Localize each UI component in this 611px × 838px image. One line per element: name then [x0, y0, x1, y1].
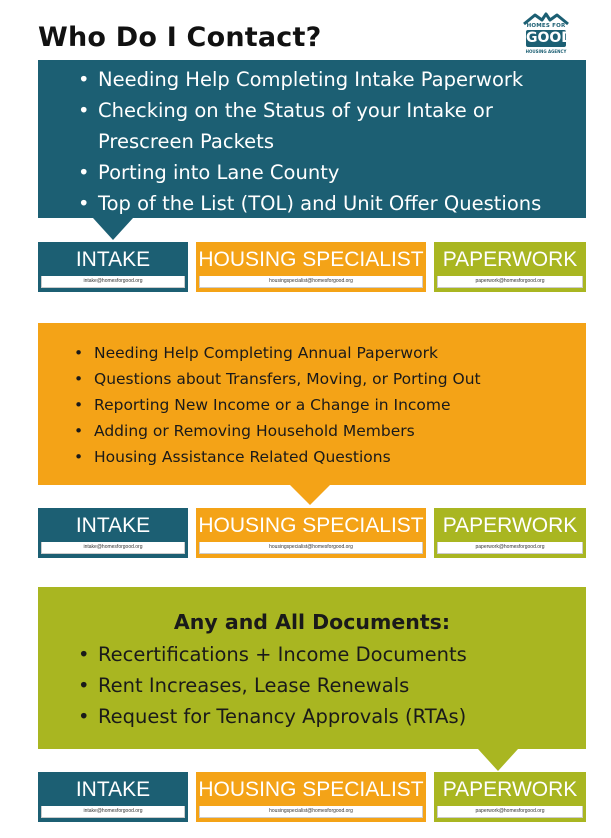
- list-item: • Needing Help Completing Annual Paperwork: [74, 340, 586, 366]
- intake-label: INTAKE: [38, 772, 188, 806]
- list-item: • Checking on the Status of your Intake or Prescreen Packets: [78, 95, 586, 157]
- intake-button[interactable]: [38, 772, 188, 822]
- housing-specialist-topics-panel: [38, 323, 586, 485]
- intake-button[interactable]: [38, 508, 188, 558]
- logo-line2: GOOD: [526, 30, 573, 46]
- housing-specialist-button[interactable]: [196, 772, 426, 822]
- intake-label: INTAKE: [38, 242, 188, 276]
- page-title: Who Do I Contact?: [38, 22, 322, 53]
- paperwork-email[interactable]: paperwork@homesforgood.org: [437, 276, 583, 288]
- intake-email[interactable]: intake@homesforgood.org: [41, 806, 185, 818]
- contact-row: [38, 772, 586, 822]
- intake-label: INTAKE: [38, 508, 188, 542]
- list-item: • Adding or Removing Household Members: [74, 418, 586, 444]
- list-item: • Recertifications + Income Documents: [78, 639, 586, 670]
- list-item: • Rent Increases, Lease Renewals: [78, 670, 586, 701]
- paperwork-button[interactable]: [434, 508, 586, 558]
- paperwork-label: PAPERWORK: [434, 242, 586, 276]
- list-item: • Porting into Lane County: [78, 157, 586, 188]
- housing-specialist-label: HOUSING SPECIALIST: [196, 508, 426, 542]
- housing-specialist-label: HOUSING SPECIALIST: [196, 772, 426, 806]
- housing-specialist-button[interactable]: [196, 508, 426, 558]
- intake-topics-panel: [38, 60, 586, 218]
- paperwork-button[interactable]: [434, 242, 586, 292]
- intake-button[interactable]: [38, 242, 188, 292]
- paperwork-email[interactable]: paperwork@homesforgood.org: [437, 806, 583, 818]
- paperwork-topics-panel: [38, 587, 586, 749]
- housing-specialist-email[interactable]: housingspecialist@homesforgood.org: [199, 276, 423, 288]
- paperwork-label: PAPERWORK: [434, 772, 586, 806]
- contact-row: [38, 508, 586, 558]
- pointer-arrow: [93, 218, 133, 240]
- intake-email[interactable]: intake@homesforgood.org: [41, 276, 185, 288]
- logo-line1: HOMES FOR: [526, 23, 566, 29]
- list-item: • Needing Help Completing Intake Paperwork: [78, 64, 586, 95]
- list-item: • Housing Assistance Related Questions: [74, 444, 586, 470]
- homes-for-good-logo: [520, 10, 572, 58]
- list-item: • Reporting New Income or a Change in Income: [74, 392, 586, 418]
- paperwork-email[interactable]: paperwork@homesforgood.org: [437, 542, 583, 554]
- housing-specialist-email[interactable]: housingspecialist@homesforgood.org: [199, 806, 423, 818]
- intake-email[interactable]: intake@homesforgood.org: [41, 542, 185, 554]
- pointer-arrow: [478, 749, 518, 771]
- housing-specialist-email[interactable]: housingspecialist@homesforgood.org: [199, 542, 423, 554]
- section-heading: Any and All Documents:: [173, 610, 451, 634]
- list-item: • Top of the List (TOL) and Unit Offer Questions: [78, 188, 586, 219]
- housing-specialist-button[interactable]: [196, 242, 426, 292]
- pointer-arrow: [290, 485, 330, 505]
- contact-row: [38, 242, 586, 292]
- logo-line3: HOUSING AGENCY: [525, 49, 567, 54]
- list-item: • Request for Tenancy Approvals (RTAs): [78, 701, 586, 732]
- list-item: • Questions about Transfers, Moving, or Porting Out: [74, 366, 586, 392]
- housing-specialist-label: HOUSING SPECIALIST: [196, 242, 426, 276]
- paperwork-label: PAPERWORK: [434, 508, 586, 542]
- paperwork-button[interactable]: [434, 772, 586, 822]
